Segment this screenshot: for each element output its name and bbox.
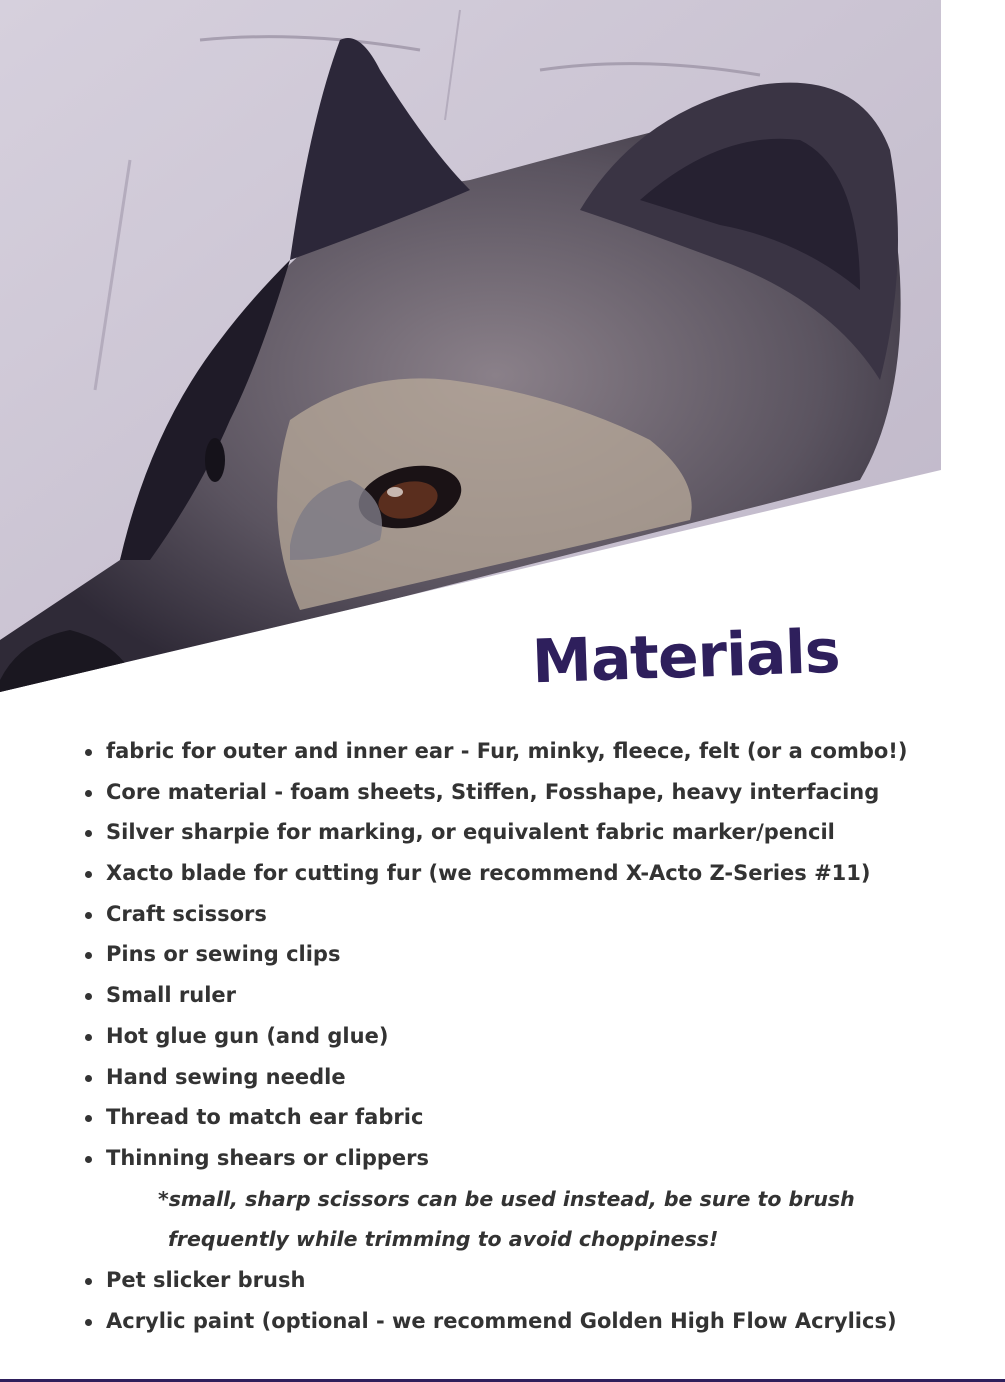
dog-ear-photo [0, 0, 941, 700]
list-item: Thinning shears or clippers [0, 1138, 1005, 1179]
list-item: Hand sewing needle [0, 1057, 1005, 1098]
list-item: Silver sharpie for marking, or equivalent fabric marker/pencil [0, 812, 1005, 853]
scissors-note-line-1: *small, sharp scissors can be used instead, be sure to brush [158, 1186, 855, 1211]
list-item: Craft scissors [0, 894, 1005, 935]
list-item: Hot glue gun (and glue) [0, 1016, 1005, 1057]
list-item: Thread to match ear fabric [0, 1097, 1005, 1138]
list-item: Pins or sewing clips [0, 934, 1005, 975]
list-item: fabric for outer and inner ear - Fur, minky, fleece, felt (or a combo!) [0, 731, 1005, 772]
page-title: Materials [530, 616, 841, 698]
list-item: Xacto blade for cutting fur (we recommend X-Acto Z-Series #11) [0, 853, 1005, 894]
materials-list [0, 731, 1005, 1341]
list-item: Core material - foam sheets, Stiffen, Fosshape, heavy interfacing [0, 772, 1005, 813]
list-item: Pet slicker brush [0, 1260, 1005, 1301]
list-item: Small ruler [0, 975, 1005, 1016]
list-item: Acrylic paint (optional - we recommend Golden High Flow Acrylics) [0, 1301, 1005, 1342]
scissors-note-line-2: frequently while trimming to avoid choppiness! [168, 1227, 719, 1252]
